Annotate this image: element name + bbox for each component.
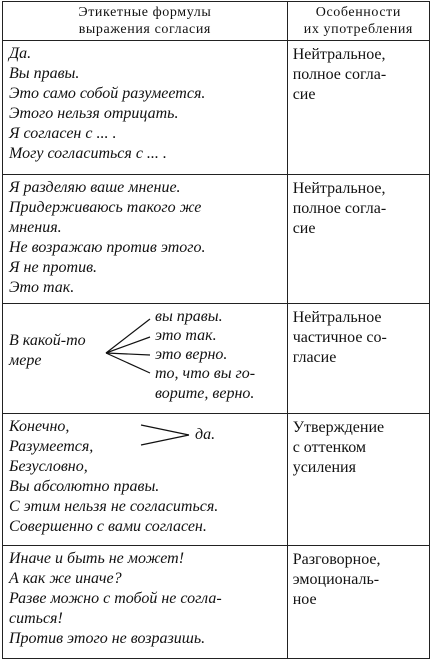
header-formulas-line1: Этикетные формулы	[78, 5, 212, 20]
formula-line: Этого нельзя отрицать.	[9, 105, 179, 122]
stem-line: Безусловно,	[9, 458, 88, 475]
formulas-cell	[3, 414, 288, 546]
usage-cell	[287, 546, 429, 659]
formula-line: Я разделяю ваше мнение.	[9, 179, 181, 196]
merge-target: да.	[195, 426, 216, 443]
formulas-cell	[3, 41, 288, 175]
branch-line: то, что вы го-	[155, 365, 256, 382]
usage-line: Нейтральное	[292, 309, 382, 326]
branch-line: вы правы.	[155, 308, 223, 325]
usage-line: полное согла-	[292, 66, 387, 83]
usage-cell	[287, 175, 429, 304]
usage-line: гласие	[292, 349, 337, 366]
branch-diagram	[9, 307, 287, 413]
merge-arrows-icon	[137, 423, 197, 453]
formulas-cell	[3, 304, 288, 414]
usage-line: частичное со-	[292, 329, 387, 346]
stem-line-1: В какой-то	[9, 332, 86, 349]
usage-line: ное	[292, 591, 317, 608]
formula-line: Не возражаю против этого.	[9, 239, 206, 256]
table-row	[3, 41, 430, 175]
branch-line: это так.	[155, 327, 217, 344]
formula-line: А как же иначе?	[9, 570, 122, 587]
branch-line: это верно.	[155, 346, 228, 363]
branch-arrows-icon	[102, 313, 162, 403]
formula-line: мнения.	[9, 219, 62, 236]
header-formulas	[3, 2, 288, 41]
usage-cell	[287, 414, 429, 546]
usage-cell	[287, 304, 429, 414]
formulas-cell	[3, 175, 288, 304]
formula-line: Против этого не возразишь.	[9, 630, 206, 647]
formula-line: С этим нельзя не согласиться.	[9, 498, 219, 515]
formula-line: Я согласен с ... .	[9, 125, 117, 142]
header-formulas-line2: выражения согласия	[78, 22, 211, 37]
usage-line: с оттенком	[292, 439, 367, 456]
formula-line: Разве можно с тобой не согла-	[9, 590, 222, 607]
usage-line: усиления	[292, 459, 356, 476]
formula-line: Придерживаюсь такого же	[9, 199, 202, 216]
usage-line: полное согла-	[292, 200, 387, 217]
header-usage-line1: Особенности	[315, 5, 401, 20]
formula-line: Иначе и быть не может!	[9, 550, 185, 567]
table-row	[3, 304, 430, 414]
formulas-cell	[3, 546, 288, 659]
usage-line: эмоциональ-	[292, 571, 380, 588]
formula-line: Да.	[9, 45, 32, 62]
formula-line: Совершенно с вами согласен.	[9, 518, 207, 535]
merge-diagram	[9, 417, 287, 477]
stem-line: Разумеется,	[9, 438, 94, 455]
branch-line: ворите, верно.	[155, 385, 255, 402]
usage-line: Утверждение	[292, 419, 385, 436]
table-row	[3, 546, 430, 659]
table-row	[3, 175, 430, 304]
header-usage-line2: их употребления	[303, 22, 413, 37]
usage-line: Нейтральное,	[292, 180, 386, 197]
formula-line: Я не против.	[9, 259, 98, 276]
usage-line: сие	[292, 86, 316, 103]
table-row	[3, 414, 430, 546]
usage-line: сие	[292, 220, 316, 237]
header-usage	[287, 2, 429, 41]
formula-line: Вы правы.	[9, 65, 80, 82]
formula-line: ситься!	[9, 610, 63, 627]
formula-line: Могу согласиться с ... .	[9, 145, 167, 162]
formula-line: Это само собой разумеется.	[9, 85, 206, 102]
table-header-row	[3, 2, 430, 41]
stem-line: Конечно,	[9, 418, 70, 435]
agreement-formulas-table	[2, 1, 430, 659]
usage-cell	[287, 41, 429, 175]
usage-line: Нейтральное,	[292, 46, 386, 63]
stem-line-2: мере	[9, 352, 42, 369]
usage-line: Разговорное,	[292, 551, 381, 568]
formula-line: Вы абсолютно правы.	[9, 478, 160, 495]
formula-line: Это так.	[9, 279, 75, 296]
